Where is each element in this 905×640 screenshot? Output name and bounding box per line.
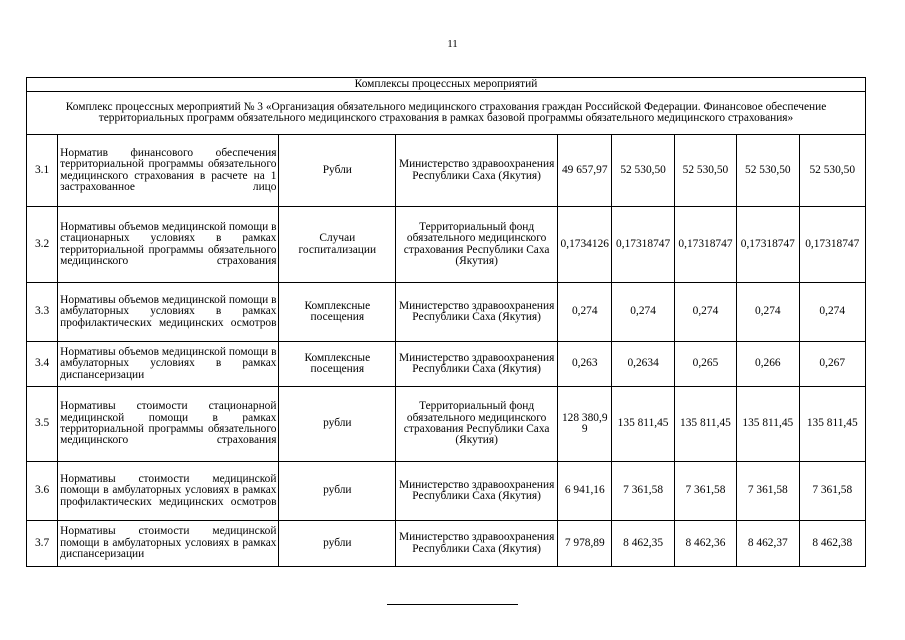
table-row [27, 521, 866, 567]
footer-separator [387, 604, 518, 605]
value-year-2: 0,274 [612, 283, 674, 342]
value-year-4: 0,274 [737, 283, 799, 342]
value-year-1: 0,1734126 [558, 207, 612, 283]
value-year-1: 0,263 [558, 342, 612, 387]
table-row [27, 387, 866, 462]
complex-title: Комплекс процессных мероприятий № 3 «Организация обязательного медицинского страхования граждан Российской Федерации. Финансовое обеспечение территориальных программ обязательного медицинского страхования в рамках базовой программы обязательного медицинского страхования» [27, 92, 866, 135]
value-year-3: 7 361,58 [674, 462, 736, 521]
value-year-2: 8 462,35 [612, 521, 674, 567]
value-year-2: 0,2634 [612, 342, 674, 387]
value-year-1: 7 978,89 [558, 521, 612, 567]
value-year-5: 0,17318747 [799, 207, 866, 283]
value-year-3: 52 530,50 [674, 135, 736, 207]
unit-cell: Рубли [279, 135, 396, 207]
value-year-1: 6 941,16 [558, 462, 612, 521]
responsible-org: Министерство здравоохранения Республики Саха (Якутия) [396, 283, 558, 342]
measures-table [26, 77, 866, 567]
value-year-5: 7 361,58 [799, 462, 866, 521]
value-year-4: 8 462,37 [737, 521, 799, 567]
value-year-2: 0,17318747 [612, 207, 674, 283]
value-year-4: 0,266 [737, 342, 799, 387]
value-year-3: 0,265 [674, 342, 736, 387]
value-year-4: 7 361,58 [737, 462, 799, 521]
row-number: 3.5 [27, 387, 58, 462]
page-number: 11 [447, 38, 458, 50]
indicator-name: Нормативы стоимости стационарной медицинской помощи в рамках территориальной программы обязательного медицинского страхования [58, 387, 279, 462]
value-year-5: 135 811,45 [799, 387, 866, 462]
value-year-5: 0,267 [799, 342, 866, 387]
unit-cell: Комплексные посещения [279, 283, 396, 342]
unit-cell: рубли [279, 387, 396, 462]
row-number: 3.4 [27, 342, 58, 387]
unit-cell: Комплексные посещения [279, 342, 396, 387]
section-title: Комплексы процессных мероприятий [27, 78, 866, 92]
value-year-1: 0,274 [558, 283, 612, 342]
table-row [27, 462, 866, 521]
value-year-3: 0,17318747 [674, 207, 736, 283]
value-year-5: 0,274 [799, 283, 866, 342]
row-number: 3.2 [27, 207, 58, 283]
responsible-org: Министерство здравоохранения Республики Саха (Якутия) [396, 462, 558, 521]
unit-cell: рубли [279, 462, 396, 521]
value-year-5: 8 462,38 [799, 521, 866, 567]
value-year-4: 52 530,50 [737, 135, 799, 207]
row-number: 3.6 [27, 462, 58, 521]
indicator-name: Нормативы объемов медицинской помощи в амбулаторных условиях в рамках диспансеризации [58, 342, 279, 387]
value-year-1: 49 657,97 [558, 135, 612, 207]
table-row [27, 207, 866, 283]
responsible-org: Территориальный фонд обязательного медицинского страхования Республики Саха (Якутия) [396, 207, 558, 283]
value-year-2: 7 361,58 [612, 462, 674, 521]
indicator-name: Нормативы объемов медицинской помощи в стационарных условиях в рамках территориальной программы обязательного медицинского страхования [58, 207, 279, 283]
unit-cell: рубли [279, 521, 396, 567]
value-year-5: 52 530,50 [799, 135, 866, 207]
responsible-org: Министерство здравоохранения Республики Саха (Якутия) [396, 342, 558, 387]
row-number: 3.1 [27, 135, 58, 207]
indicator-name: Норматив финансового обеспечения территориальной программы обязательного медицинского страхования в расчете на 1 застрахованное лицо [58, 135, 279, 207]
value-year-3: 8 462,36 [674, 521, 736, 567]
table-row [27, 283, 866, 342]
value-year-3: 135 811,45 [674, 387, 736, 462]
value-year-4: 0,17318747 [737, 207, 799, 283]
section-header-row [27, 78, 866, 92]
row-number: 3.3 [27, 283, 58, 342]
value-year-1: 128 380,99 [558, 387, 612, 462]
table-row [27, 135, 866, 207]
value-year-4: 135 811,45 [737, 387, 799, 462]
value-year-2: 52 530,50 [612, 135, 674, 207]
value-year-3: 0,274 [674, 283, 736, 342]
complex-header-row [27, 92, 866, 135]
responsible-org: Министерство здравоохранения Республики Саха (Якутия) [396, 135, 558, 207]
indicator-name: Нормативы стоимости медицинской помощи в амбулаторных условиях в рамках профилактических медицинских осмотров [58, 462, 279, 521]
unit-cell: Случаи госпитализации [279, 207, 396, 283]
indicator-name: Нормативы стоимости медицинской помощи в амбулаторных условиях в рамках диспансеризации [58, 521, 279, 567]
indicator-name: Нормативы объемов медицинской помощи в амбулаторных условиях в рамках профилактических медицинских осмотров [58, 283, 279, 342]
table-row [27, 342, 866, 387]
row-number: 3.7 [27, 521, 58, 567]
responsible-org: Министерство здравоохранения Республики Саха (Якутия) [396, 521, 558, 567]
responsible-org: Территориальный фонд обязательного медицинского страхования Республики Саха (Якутия) [396, 387, 558, 462]
value-year-2: 135 811,45 [612, 387, 674, 462]
